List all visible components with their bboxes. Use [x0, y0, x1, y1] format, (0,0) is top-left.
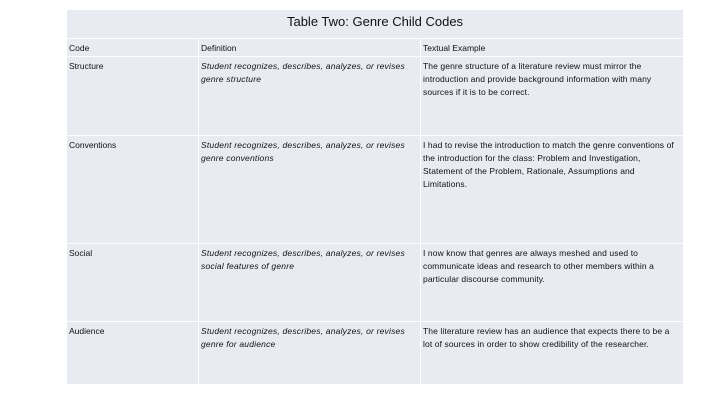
table-row — [67, 322, 683, 384]
table-title: Table Two: Genre Child Codes — [67, 10, 683, 38]
example-cell: I had to revise the introduction to match the genre conventions of the introduction for the class: Problem and Investigation, Statement of the Problem, Rationale, Assumptions and Limitations. — [421, 136, 683, 243]
genre-codes-table-container — [66, 9, 684, 385]
table-row — [67, 57, 683, 135]
column-header-code: Code — [67, 39, 198, 56]
example-cell: The literature review has an audience that expects there to be a lot of sources in order to show credibility of the researcher. — [421, 322, 683, 384]
definition-cell: Student recognizes, describes, analyzes, or revises genre for audience — [199, 322, 420, 384]
genre-child-codes-table — [66, 9, 684, 385]
example-cell: The genre structure of a literature review must mirror the introduction and provide background information with many sources if it is to be correct. — [421, 57, 683, 135]
code-cell: Audience — [67, 322, 198, 384]
code-cell: Structure — [67, 57, 198, 135]
table-header-row — [67, 39, 683, 56]
code-cell: Conventions — [67, 136, 198, 243]
table-row — [67, 244, 683, 321]
code-cell: Social — [67, 244, 198, 321]
column-header-textual-example: Textual Example — [421, 39, 683, 56]
definition-cell: Student recognizes, describes, analyzes, or revises social features of genre — [199, 244, 420, 321]
example-cell: I now know that genres are always meshed and used to communicate ideas and research to other members within a particular discourse community. — [421, 244, 683, 321]
definition-cell: Student recognizes, describes, analyzes, or revises genre conventions — [199, 136, 420, 243]
definition-cell: Student recognizes, describes, analyzes, or revises genre structure — [199, 57, 420, 135]
column-header-definition: Definition — [199, 39, 420, 56]
table-row — [67, 136, 683, 243]
